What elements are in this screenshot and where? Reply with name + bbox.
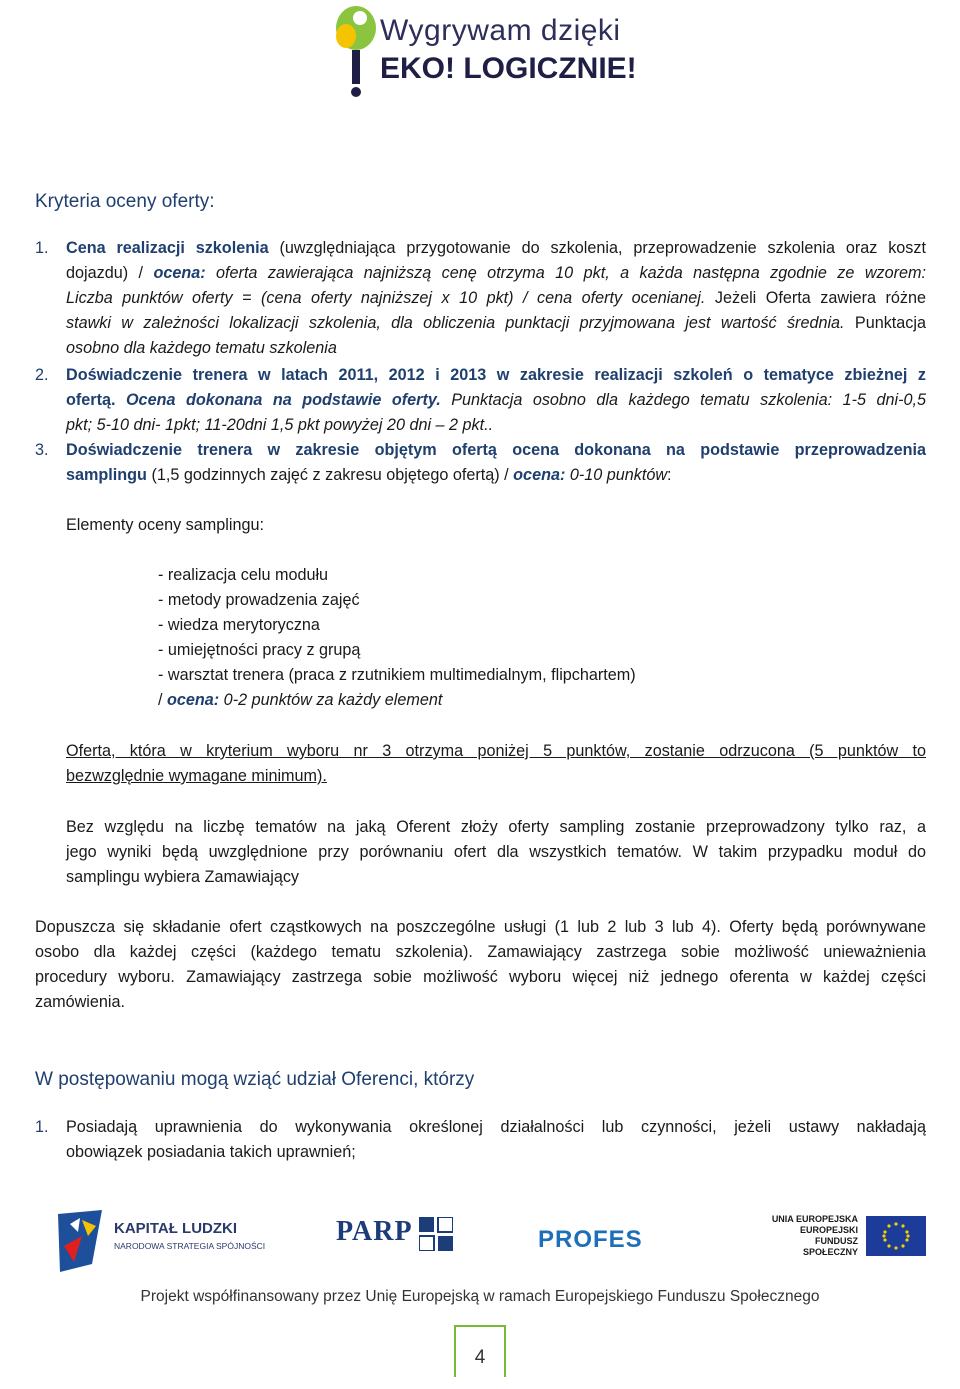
section-title-oferenci: W postępowaniu mogą wziąć udział Oferenci, którzy: [35, 1069, 475, 1090]
text-run: 0-10 punktów: [565, 466, 668, 484]
ue-logo: [758, 1212, 928, 1272]
list-item: - warsztat trenera (praca z rzutnikiem multimedialnym, flipchartem): [158, 666, 636, 684]
tree-logo-icon: [330, 0, 380, 100]
kl-subtitle: NARODOWA STRATEGIA SPÓJNOŚCI: [114, 1241, 266, 1251]
text-run: Dopuszcza się składanie ofert cząstkowych na poszczególne usługi (1 lub 2 lub 3 lub 4). Oferty będą porównywane: [35, 918, 926, 936]
elementy-list: [158, 563, 636, 713]
text-run: ocena:: [153, 264, 206, 282]
brand-line-2: EKO! LOGICZNIE!: [380, 52, 637, 85]
text-run: stawki w zależności lokalizacji szkolenia, dla obliczenia punktacji przyjmowana jest wartość średnia.: [66, 314, 845, 332]
text-run: jego wyniki będą uwzględnione przy porównaniu ofert dla wszystkich tematów. W takim przypadku moduł do: [66, 843, 926, 861]
criterion-2: [35, 363, 926, 438]
list-number: 1.: [35, 239, 49, 257]
text-run: oferta zawierająca najniższą cenę otrzyma 10 pkt, a każda następna zgodnie ze wzorem:: [205, 264, 926, 282]
list-number: 1.: [35, 1118, 49, 1136]
text-run: obowiązek posiadania takich uprawnień;: [66, 1143, 356, 1161]
text-run: (1,5 godzinnych zajęć z zakresu objętego ofertą) /: [146, 466, 514, 484]
kl-title: KAPITAŁ LUDZKI: [114, 1220, 238, 1237]
text-run: pkt; 5-10 dni- 1pkt; 11-20dni 1,5 pkt powyżej 20 dni – 2 pkt..: [66, 416, 494, 434]
parp-text: PARP: [336, 1216, 412, 1247]
text-run: (uwzględniająca przygotowanie do szkolenia, przeprowadzenie szkolenia oraz koszt: [268, 239, 926, 257]
text-run: samplingu: [66, 466, 147, 484]
text-run: Bez względu na liczbę tematów na jaką Oferent złoży oferty sampling zostanie przeprowadzony tylko raz, a: [66, 818, 926, 836]
page-number: 4: [454, 1325, 506, 1377]
sampling-note: [66, 815, 926, 890]
brand-line-1: Wygrywam dzięki: [380, 14, 621, 47]
list-item: - umiejętności pracy z grupą: [158, 641, 361, 659]
profes-logo: PROFES: [538, 1226, 643, 1253]
list-item: - metody prowadzenia zajęć: [158, 591, 360, 609]
text-run: Punktacja: [844, 314, 926, 332]
rejection-note: [66, 739, 926, 789]
kapital-ludzki-logo: [52, 1206, 266, 1276]
criterion-title: Doświadczenie trenera w zakresie objętym ofertą ocena dokonana na podstawie przeprowadzenia: [66, 441, 926, 459]
list-item: - wiedza merytoryczna: [158, 616, 320, 634]
list-item: - realizacja celu modułu: [158, 566, 329, 584]
text-run: dojazdu) /: [66, 264, 154, 282]
section-title-kryteria: Kryteria oceny oferty:: [35, 191, 215, 212]
header-logo: [330, 0, 640, 100]
text-run: ocena:: [167, 691, 220, 709]
parp-logo: [336, 1216, 453, 1251]
text-run: osobo dla każdej części (każdego tematu szkolenia). Zamawiający zastrzega sobie możliwość unieważnienia: [35, 943, 926, 961]
score-line: [158, 688, 636, 713]
condition-1: [35, 1115, 926, 1165]
criterion-1: [35, 236, 926, 361]
text-run: samplingu wybiera Zamawiający: [66, 868, 300, 886]
elementy-label: Elementy oceny samplingu:: [66, 516, 264, 534]
list-number: 3.: [35, 441, 49, 459]
partial-offers-note: [35, 915, 926, 1015]
text-run: ocena:: [513, 466, 566, 484]
text-run: 0-2 punktów za każdy element: [219, 691, 443, 709]
text-run: Liczba punktów oferty = (cena oferty najniższej x 10 pkt) / cena oferty ocenianej.: [66, 289, 706, 307]
criterion-3: [35, 438, 926, 488]
text-run: procedury wyboru. Zamawiający zastrzega sobie możliwość wyboru więcej niż jednego oferenta w każdej części: [35, 968, 926, 986]
text-run: Ocena dokonana na podstawie oferty.: [125, 391, 441, 409]
criterion-title: Doświadczenie trenera w latach 2011, 2012 i 2013 w zakresie realizacji szkoleń o tematyce zbieżnej z: [66, 366, 926, 384]
kapital-ludzki-emblem-icon: [52, 1206, 112, 1276]
ue-line-3: FUNDUSZ SPOŁECZNY: [802, 1236, 858, 1257]
text-run: Punktacja osobno dla każdego tematu szkolenia: 1-5 dni-0,5: [440, 391, 926, 409]
eu-flag-icon: [866, 1216, 926, 1256]
ue-line-2: EUROPEJSKI: [799, 1225, 858, 1235]
text-run: zamówienia.: [35, 993, 125, 1011]
text-run: osobno dla każdego tematu szkolenia: [66, 339, 337, 357]
criterion-title: Cena realizacji szkolenia: [66, 239, 269, 257]
ue-line-1: UNIA EUROPEJSKA: [771, 1214, 858, 1224]
parp-emblem-icon: [419, 1217, 453, 1251]
text-run: /: [158, 691, 167, 709]
text-run: Posiadają uprawnienia do wykonywania określonej działalności lub czynności, jeżeli ustawy nakładają: [66, 1118, 926, 1136]
text-run: ofertą.: [66, 391, 116, 409]
text-run: Jeżeli Oferta zawiera różne: [705, 289, 926, 307]
text-run: bezwzględnie wymagane minimum).: [66, 767, 327, 785]
text-run: :: [667, 466, 672, 484]
text-run: Oferta, która w kryterium wyboru nr 3 otrzyma poniżej 5 punktów, zostanie odrzucona (5 punktów to: [66, 742, 926, 760]
cofinancing-note: Projekt współfinansowany przez Unię Europejską w ramach Europejskiego Funduszu Społecznego: [140, 1288, 820, 1305]
list-number: 2.: [35, 366, 49, 384]
